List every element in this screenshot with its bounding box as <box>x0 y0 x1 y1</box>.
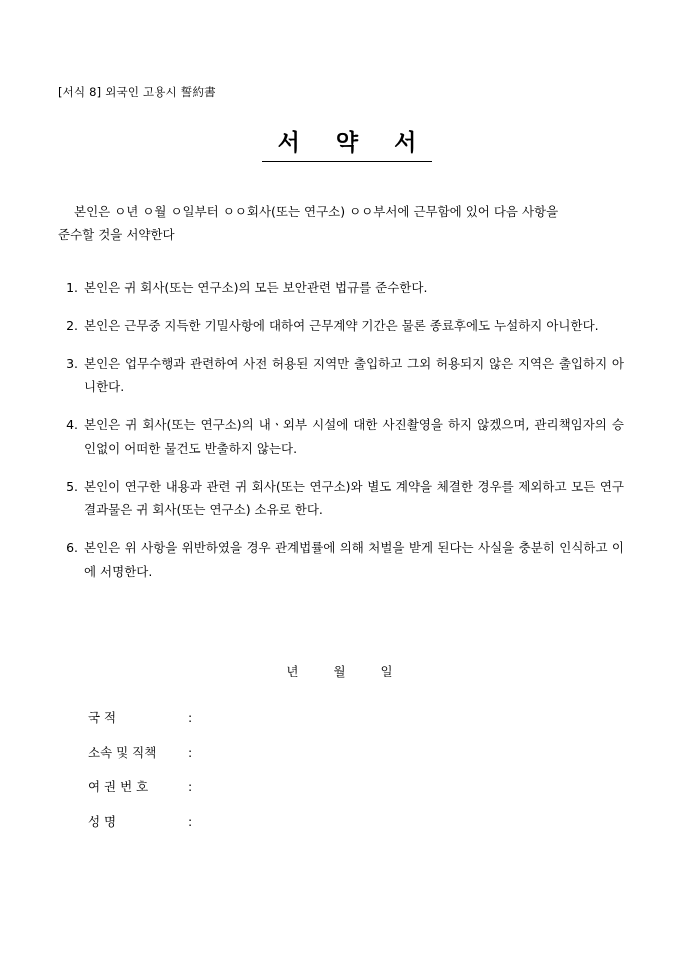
clause-text: 본인은 귀 회사(또는 연구소)의 모든 보안관련 법규를 준수한다. <box>84 280 428 295</box>
clause-number: 5. <box>66 478 78 494</box>
clause-number: 3. <box>66 355 78 371</box>
clause-text: 본인은 업무수행과 관련하여 사전 허용된 지역만 출입하고 그외 허용되지 않은 지역은 출입하지 아니한다. <box>84 355 624 395</box>
field-label: 여 권 번 호 <box>88 779 149 794</box>
clause-text: 본인은 귀 회사(또는 연구소)의 내ㆍ외부 시설에 대한 사진촬영을 하지 않겠으며, 관리책임자의 승인없이 어떠한 물건도 반출하지 않는다. <box>84 417 624 456</box>
clause-text: 본인이 연구한 내용과 관련 귀 회사(또는 연구소)와 별도 계약을 체결한 경우를 제외하고 모든 연구결과물은 귀 회사(또는 연구소) 소유로 한다. <box>84 478 624 518</box>
clause-list <box>58 276 624 598</box>
field-label: 성 명 <box>88 813 117 829</box>
page-title-text: 서 약 서 <box>262 124 433 162</box>
signature-field-name <box>88 813 193 829</box>
signature-field-affiliation <box>88 744 193 760</box>
signature-field-nationality <box>88 712 192 725</box>
field-colon: : <box>188 779 193 794</box>
list-item <box>58 314 624 338</box>
page-title <box>0 124 680 162</box>
intro-paragraph <box>58 200 624 246</box>
field-label: 국 적 <box>88 710 117 725</box>
list-item <box>58 413 624 461</box>
field-label: 소속 및 직책 <box>88 744 157 760</box>
clause-text: 본인은 근무중 지득한 기밀사항에 대하여 근무계약 기간은 물론 종료후에도 누설하지 아니한다. <box>84 317 599 333</box>
list-item <box>58 475 624 523</box>
clause-number: 2. <box>66 317 78 333</box>
list-item <box>58 276 624 300</box>
date-month-label: 월 <box>333 664 347 679</box>
date-year-label: 년 <box>286 664 300 679</box>
date-line <box>0 662 680 680</box>
clause-text: 본인은 위 사항을 위반하였을 경우 관계법률에 의해 처벌을 받게 된다는 사실을 충분히 인식하고 이에 서명한다. <box>84 540 624 579</box>
clause-number: 1. <box>66 280 78 295</box>
date-day-label: 일 <box>380 664 394 679</box>
clause-number: 4. <box>66 417 78 432</box>
list-item <box>58 536 624 584</box>
intro-line-2: 준수할 것을 서약한다 <box>58 227 175 243</box>
signature-field-passport-number <box>88 781 192 794</box>
field-colon: : <box>188 710 193 725</box>
form-code-label: [서식 8] 외국인 고용시 誓約書 <box>58 85 216 99</box>
clause-number: 6. <box>66 540 78 555</box>
list-item <box>58 352 624 400</box>
field-colon: : <box>188 744 193 760</box>
field-colon: : <box>188 813 193 829</box>
signature-block <box>88 712 192 850</box>
intro-line-1: 본인은 ㅇ년 ㅇ월 ㅇ일부터 ㅇㅇ회사(또는 연구소) ㅇㅇ부서에 근무함에 있어 다음 사항을 <box>74 204 559 219</box>
